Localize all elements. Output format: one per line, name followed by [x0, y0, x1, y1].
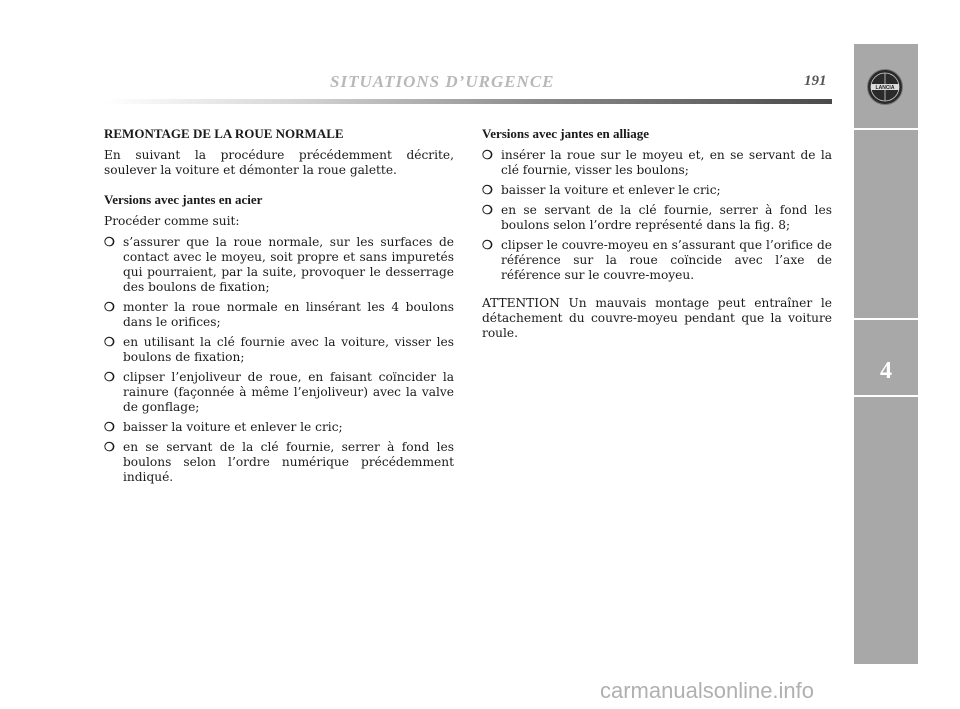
steel-steps-list	[104, 235, 454, 485]
list-item: ❍ monter la roue normale en linsérant les 4 boulons dans le orifices;	[104, 300, 454, 329]
page-header-title: SITUATIONS D’URGENCE	[330, 72, 555, 91]
sidebar-divider	[854, 128, 918, 130]
sidebar-divider	[854, 318, 918, 320]
list-item: ❍ baisser la voiture et enlever le cric;	[482, 183, 721, 197]
bullet-icon: ❍	[482, 238, 493, 252]
right-column	[482, 126, 832, 347]
list-item: ❍ clipser le couvre-moyeu en s’assurant que l’orifice de référence sur la roue coïncide avec l’axe de référence sur le couvre-moyeu.	[482, 238, 832, 282]
chapter-number: 4	[880, 358, 892, 384]
list-item: ❍ s’assurer que la roue normale, sur les surfaces de contact avec le moyeu, soit propre et sans impuretés qui pourraient, par la suite, provoquer le desserrage des boulons de fixation;	[104, 235, 454, 294]
chapter-sidebar	[854, 44, 918, 664]
list-item: ❍ en utilisant la clé fournie avec la voiture, visser les boulons de fixation;	[104, 335, 454, 364]
alloy-rims-subheading: Versions avec jantes en alliage	[482, 126, 650, 141]
list-item: ❍ clipser l’enjoliveur de roue, en faisant coïncider la rainure (façonnée à même l’enjoliveur) avec la valve de gonflage;	[104, 370, 454, 414]
bullet-icon: ❍	[104, 335, 115, 349]
list-item: ❍ baisser la voiture et enlever le cric;	[104, 420, 343, 434]
bullet-icon: ❍	[104, 420, 115, 434]
list-item: ❍ en se servant de la clé fournie, serrer à fond les boulons selon l’ordre numérique précédemment indiqué.	[104, 440, 454, 484]
section-heading: REMONTAGE DE LA ROUE NORMALE	[104, 126, 344, 141]
watermark: carmanualsonline.info	[600, 678, 815, 703]
left-column	[104, 126, 454, 490]
page-number: 191	[804, 73, 827, 89]
warning-paragraph: ATTENTION Un mauvais montage peut entraîner le détachement du couvre-moyeu pendant que la voiture roule.	[482, 296, 832, 340]
sidebar-divider	[854, 395, 918, 397]
bullet-icon: ❍	[482, 203, 493, 217]
list-item: ❍ en se servant de la clé fournie, serrer à fond les boulons selon l’ordre représenté dans la fig. 8;	[482, 203, 832, 232]
bullet-icon: ❍	[104, 440, 115, 454]
header-rule	[104, 99, 832, 104]
list-item: ❍ insérer la roue sur le moyeu et, en se servant de la clé fournie, visser les boulons;	[482, 148, 832, 177]
bullet-icon: ❍	[104, 370, 115, 384]
procedure-lead: Procéder comme suit:	[104, 214, 240, 228]
logo-text: LANCIA	[875, 85, 895, 91]
bullet-icon: ❍	[104, 235, 115, 249]
bullet-icon: ❍	[482, 183, 493, 197]
alloy-steps-list	[482, 148, 832, 283]
bullet-icon: ❍	[104, 300, 115, 314]
bullet-icon: ❍	[482, 148, 493, 162]
intro-paragraph: En suivant la procédure précédemment décrite, soulever la voiture et démonter la roue galette.	[104, 148, 454, 177]
lancia-logo-icon	[866, 68, 904, 106]
steel-rims-subheading: Versions avec jantes en acier	[104, 192, 263, 207]
